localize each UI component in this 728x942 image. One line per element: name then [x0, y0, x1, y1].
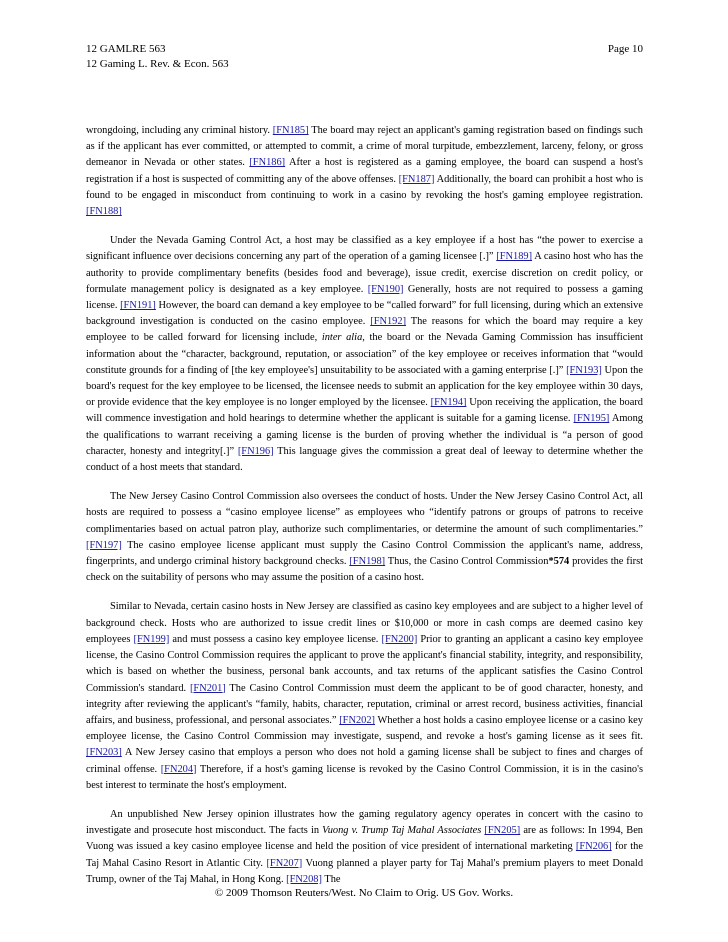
footnote-link[interactable]: [FN201]	[189, 682, 226, 694]
footnote-link[interactable]: [FN187]	[398, 173, 435, 185]
body-text: The casino employee license applicant must supply the Casino Control Commission the applicant's name, address, fingerprints, and undergo criminal history background checks.	[86, 539, 643, 568]
footnote-link[interactable]: [FN207]	[266, 857, 303, 869]
body-text: Vuong planned a player party for Taj Mahal's premium players to meet Donald Trump, owner of the Taj Mahal, in Hong Kong.	[86, 857, 644, 885]
footnote-link[interactable]: [FN204]	[160, 763, 197, 775]
footnote-link[interactable]: [FN198]	[349, 556, 386, 568]
body-text: Thus, the Casino Control Commission	[385, 556, 549, 568]
body-text: A New Jersey casino that employs a person who does not hold a gaming license shall be subject to fines and charges of criminal offense.	[86, 747, 643, 775]
body-text: Among the qualifications to warrant receiving a gaming license is the burden of proving whether the individual is “a person of good character, honesty and integrity[.]”	[86, 413, 643, 457]
body-text: The Casino Control Commission must deem the applicant to be of good character, honesty, and integrity after reviewing the applicant's “family, habits, character, reputation, criminal or arrest record, business activities, financial affairs, and business, professional, and personal associates.”	[86, 682, 644, 726]
body-paragraph	[86, 123, 643, 220]
footnote-link[interactable]: [FN191]	[120, 300, 156, 312]
body-text: are as follows: In 1994, Ben Vuong was issued a key casino employee license and held the position of vice president of international marketing	[86, 825, 643, 853]
footnote-link[interactable]: [FN196]	[237, 445, 274, 457]
body-paragraph	[86, 599, 643, 793]
body-text: A casino host who has the authority to provide complimentary benefits (besides food and beverage), issue credit, exercise discretion on credit policy, or formulate management policy is designated as a key employee.	[86, 251, 643, 295]
footnote-link[interactable]: [FN193]	[566, 364, 602, 376]
body-paragraph	[86, 233, 643, 476]
footnote-link[interactable]: [FN185]	[272, 125, 309, 136]
body-text: This language gives the commission a great deal of leeway to determine whether the conduct of a host meets that standard.	[86, 445, 643, 474]
body-paragraph	[86, 807, 643, 888]
footnote-link[interactable]: [FN190]	[367, 283, 404, 295]
footnote-link[interactable]: [FN199]	[133, 633, 170, 645]
italic-text: Vuong v. Trump Taj Mahal Associates	[322, 825, 482, 837]
footnote-link[interactable]: [FN186]	[249, 157, 286, 169]
body-text: Additionally, the board can prohibit a host who is found to be engaged in misconduct from continuing to work in a casino by revoking the host's gaming employee registration.	[86, 173, 643, 201]
body-text: An unpublished New Jersey opinion illustrates how the gaming regulatory agency operates in concert with the casino to investigate and prosecute host misconduct. The facts in	[86, 808, 643, 837]
body-text: Similar to Nevada, certain casino hosts in New Jersey are classified as casino key employees and are subject to a higher level of background check. Hosts who are authorized to issue credit lines or $10,000 or more in cash comps are deemed casino key employees	[86, 601, 643, 645]
footnote-link[interactable]: [FN189]	[496, 251, 533, 263]
body-text: wrongdoing, including any criminal history.	[86, 125, 273, 136]
body-text: Upon the board's request for the key employee to be licensed, the licensee needs to submit an application for the key employee within 30 days, or provide evidence that the key employee is no longer employed by the licensee.	[86, 364, 643, 409]
body-text: Under the Nevada Gaming Control Act, a host may be classified as a key employee if a host has “the power to exercise a significant influence over decisions concerning any part of the operation of a gaming licensee [.]”	[86, 235, 643, 263]
footnote-link[interactable]: [FN206]	[575, 841, 612, 853]
header-page-number: Page 10	[607, 43, 643, 55]
footnote-link[interactable]: [FN188]	[86, 206, 122, 218]
footnote-link[interactable]: [FN197]	[86, 539, 122, 551]
body-text: for the Taj Mahal Casino Resort in Atlantic City.	[86, 841, 643, 869]
body-text: The reasons for which the board may require a key employee to be called forward for licensing include,	[86, 316, 644, 344]
footnote-link[interactable]: [FN192]	[370, 316, 407, 328]
star-page-marker: *574	[548, 556, 570, 568]
document-body	[86, 123, 643, 901]
body-text: Whether a host holds a casino employee license or a casino key employee license, the Casino Control Commission may investigate, suspend, and revoke a host's gaming license as it sees fit.	[86, 714, 643, 743]
footnote-link[interactable]: [FN205]	[484, 825, 521, 837]
body-paragraph	[86, 489, 643, 586]
body-text: The New Jersey Casino Control Commission also oversees the conduct of hosts. Under the New Jersey Casino Control Act, all hosts are required to possess a “casino employee license” as employees who “identify patrons or groups of patrons to receive complimentaries based on actual patron play, authorize such complimentaries, or determine the amount of such complimentaries.”	[86, 491, 643, 535]
body-text: The board may reject an applicant's gaming registration based on findings such as if the applicant has ever committed, or attempted to commit, a crime of moral turpitude, embezzlement, larceny, felony, or gross demeanor in Nevada or other states.	[86, 125, 643, 169]
page-footer: © 2009 Thomson Reuters/West. No Claim to Orig. US Gov. Works.	[214, 887, 514, 899]
body-text: and must possess a casino key employee license.	[169, 633, 382, 645]
body-text: , the board or the Nevada Gaming Commission has insufficient information about the “character, background, reputation, or association” of the key employee or receives information that “would constitute grounds for a finding of [the key employee's] unsuitability to be associated with a gaming enterprise [.]”	[86, 332, 643, 376]
footnote-link[interactable]: [FN203]	[86, 747, 122, 759]
body-text: Prior to granting an applicant a casino key employee license, the Casino Control Commission requires the applicant to prove the applicant's financial stability, integrity, and responsibility, which is based on whether the business, personal bank accounts, and tax returns of the applicant satisfies the Casino Control Commission's standard.	[86, 633, 644, 694]
footnote-link[interactable]: [FN194]	[430, 397, 467, 409]
header-citation: 12 GAMLRE 563	[86, 43, 166, 55]
body-text: However, the board can demand a key employee to be “called forward” for full licensing, during which an extensive background investigation is conducted on the casino employee.	[86, 300, 643, 328]
italic-text: inter alia	[321, 332, 363, 344]
body-text: Therefore, if a host's gaming license is revoked by the Casino Control Commission, it is in the casino's best interest to terminate the host's employment.	[86, 763, 643, 791]
footnote-link[interactable]: [FN208]	[286, 873, 322, 885]
page-header	[86, 42, 643, 72]
header-journal: 12 Gaming L. Rev. & Econ. 563	[86, 58, 229, 70]
body-text: The	[321, 873, 341, 885]
footnote-link[interactable]: [FN202]	[339, 714, 375, 726]
header-row	[86, 42, 643, 57]
footnote-link[interactable]: [FN195]	[573, 413, 610, 425]
body-text: Generally, hosts are not required to possess a gaming license.	[86, 283, 643, 312]
body-text: After a host is registered as a gaming employee, the board can suspend a host's registration if a host is suspected of committing any of the above offenses.	[86, 157, 643, 185]
body-text: provides the first check on the suitability of persons who may assume the position of a casino host.	[86, 556, 643, 584]
body-text: Upon receiving the application, the board will commence investigation and hold hearings to determine whether the applicant is suitable for a gaming license.	[86, 397, 643, 425]
footnote-link[interactable]: [FN200]	[381, 633, 418, 645]
